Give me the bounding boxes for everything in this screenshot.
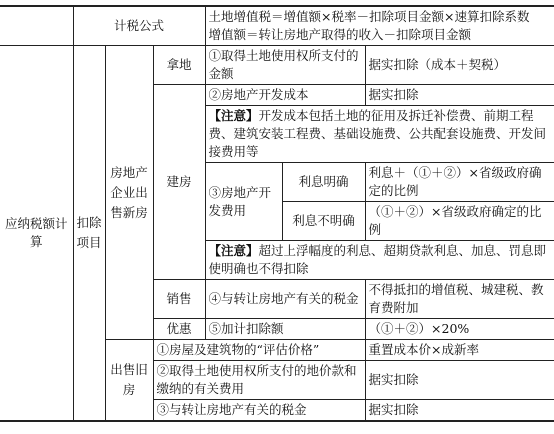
sale-label-cell: 销售 bbox=[153, 280, 205, 319]
old-house-label-cell: 出售旧房 bbox=[105, 340, 153, 422]
bonus-rule-cell: （①＋②）×20% bbox=[365, 319, 554, 340]
old-item1-cell: ①房屋及建筑物的“评估价格” bbox=[153, 340, 365, 361]
sale-rule-cell: 不得抵扣的增值税、城建税、教育费附加 bbox=[365, 280, 554, 319]
formula-row bbox=[0, 6, 554, 46]
land-vat-table bbox=[0, 5, 554, 422]
interest-unclear-rule-cell: （①＋②）×省级政府确定的比例 bbox=[365, 202, 554, 241]
land-item-cell: ①取得土地使用权所支付的金额 bbox=[205, 46, 365, 85]
bonus-label-cell: 优惠 bbox=[153, 319, 205, 340]
interest-unclear-cell: 利息不明确 bbox=[282, 202, 365, 241]
formula-line-1: 土地增值税＝增值额×税率－扣除项目金额×速算扣除系数 bbox=[208, 9, 530, 24]
old-rule2-cell: 据实扣除 bbox=[365, 361, 554, 400]
old-rule1-cell: 重置成本价×成新率 bbox=[365, 340, 554, 361]
interest-clear-rule-cell: 利息＋（①＋②）×省级政府确定的比例 bbox=[365, 163, 554, 202]
bonus-item-cell: ⑤加计扣除额 bbox=[205, 319, 365, 340]
new-house-label-cell: 房地产企业出售新房 bbox=[105, 46, 153, 340]
dev-cost-rule-cell: 据实扣除 bbox=[365, 85, 554, 106]
land-label-cell: 拿地 bbox=[153, 46, 205, 85]
dev-fee-item-cell: ③房地产开发费用 bbox=[205, 163, 282, 241]
land-row bbox=[0, 46, 554, 85]
build-label-cell: 建房 bbox=[153, 85, 205, 280]
old-item2-cell: ②取得土地使用权所支付的地价款和缴纳的有关费用 bbox=[153, 361, 365, 400]
empty-corner-cell bbox=[0, 6, 73, 46]
note1-text: 开发成本包括土地的征用及拆迁补偿费、前期工程费、建筑安装工程费、基础设施费、公共配套设施费、开发间接费用等 bbox=[208, 108, 547, 159]
sale-item-cell: ④与转让房地产有关的税金 bbox=[205, 280, 365, 319]
formula-label: 计税公式 bbox=[73, 6, 205, 46]
formula-content bbox=[205, 6, 554, 46]
interest-clear-cell: 利息明确 bbox=[282, 163, 365, 202]
deduct-label-cell: 扣除项目 bbox=[73, 46, 105, 422]
old-item3-cell: ③与转让房地产有关的税金 bbox=[153, 400, 365, 422]
old-rule3-cell: 据实扣除 bbox=[365, 400, 554, 422]
note2-tag: 【注意】 bbox=[208, 243, 259, 258]
note1-cell bbox=[205, 106, 554, 163]
land-rule-cell: 据实扣除（成本＋契税） bbox=[365, 46, 554, 85]
note1-tag: 【注意】 bbox=[208, 108, 259, 123]
dev-cost-item-cell: ②房地产开发成本 bbox=[205, 85, 365, 106]
note2-cell bbox=[205, 241, 554, 280]
note2-text: 超过上浮幅度的利息、超期贷款利息、加息、罚息即使明确也不得扣除 bbox=[208, 243, 547, 276]
formula-line-2: 增值额＝转让房地产取得的收入－扣除项目金额 bbox=[208, 27, 472, 42]
main-label-cell: 应纳税额计算 bbox=[0, 46, 73, 422]
